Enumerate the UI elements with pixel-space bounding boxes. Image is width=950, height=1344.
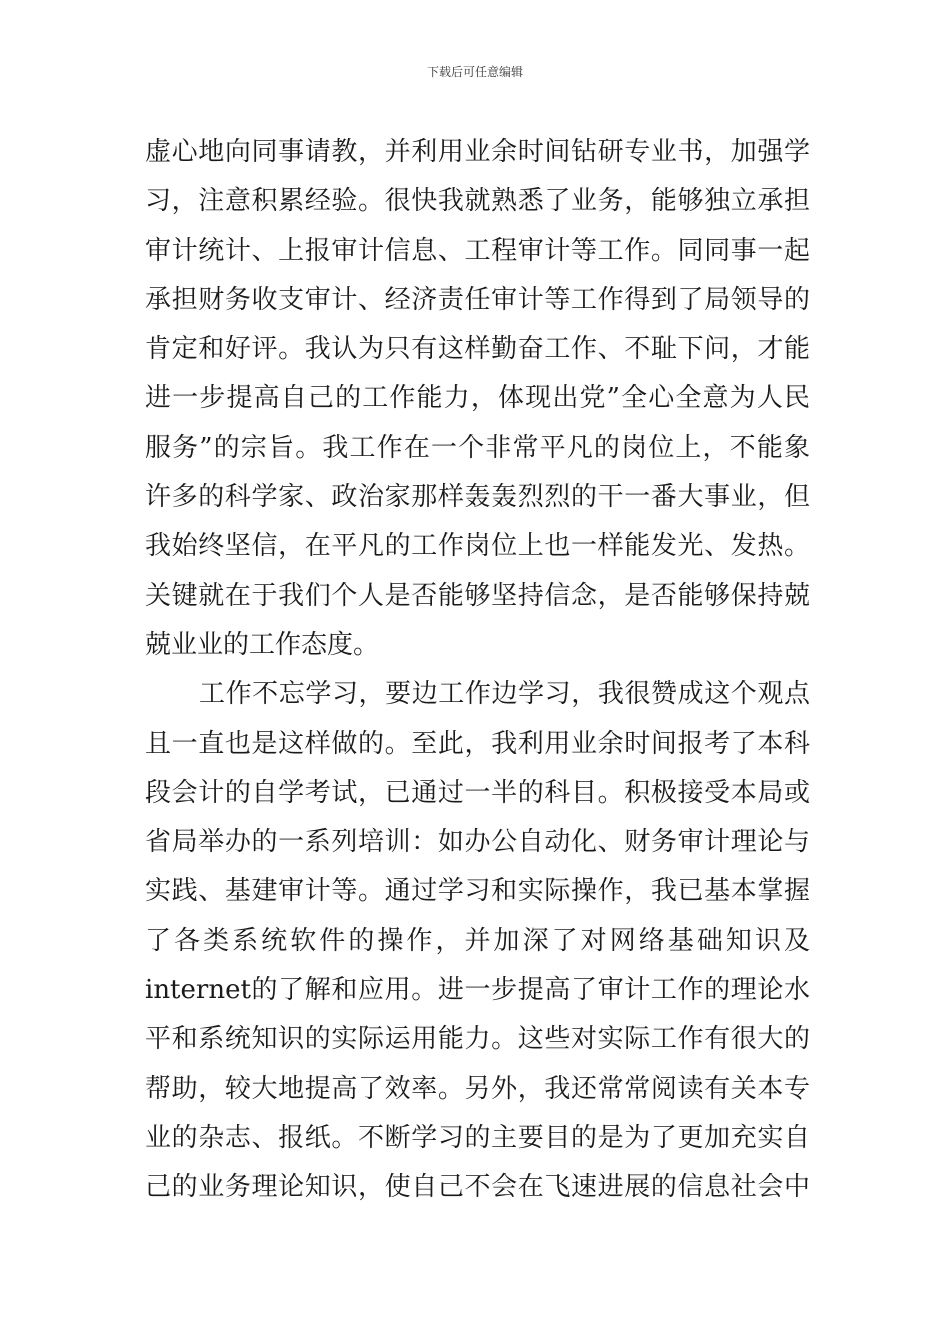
body-line: 实践、基建审计等。通过学习和实际操作，我已基本掌握 [145, 876, 810, 907]
body-line: 承担财务收支审计、经济责任审计等工作得到了局领导的 [145, 284, 810, 315]
body-line: 审计统计、上报审计信息、工程审计等工作。同同事一起 [145, 235, 810, 266]
body-line: 段会计的自学考试，已通过一半的科目。积极接受本局或 [145, 777, 810, 808]
body-line: 服务”的宗旨。我工作在一个非常平凡的岗位上，不能象 [145, 432, 810, 463]
body-line: 肯定和好评。我认为只有这样勤奋工作、不耻下问，才能 [145, 334, 810, 365]
paragraph-first-line: 工作不忘学习，要边工作边学习，我很赞成这个观点 [199, 679, 810, 710]
document-body [145, 128, 810, 1213]
body-line: 习，注意积累经验。很快我就熟悉了业务，能够独立承担 [145, 186, 810, 217]
page-header: 下载后可任意编辑 [426, 65, 523, 79]
body-line: 进一步提高自己的工作能力，体现出党”全心全意为人民 [145, 383, 810, 414]
body-line: 关键就在于我们个人是否能够坚持信念，是否能够保持兢 [145, 580, 810, 611]
body-line: 许多的科学家、政治家那样轰轰烈烈的干一番大事业，但 [145, 482, 810, 513]
body-line: 业的杂志、报纸。不断学习的主要目的是为了更加充实自 [145, 1122, 810, 1153]
body-line: 兢业业的工作态度。 [145, 629, 380, 660]
body-line: 省局举办的一系列培训：如办公自动化、财务审计理论与 [145, 827, 810, 858]
body-line: 己的业务理论知识，使自己不会在飞速进展的信息社会中 [145, 1172, 810, 1203]
body-line: 我始终坚信，在平凡的工作岗位上也一样能发光、发热。 [145, 531, 810, 562]
body-line: 虚心地向同事请教，并利用业余时间钻研专业书，加强学 [145, 137, 810, 167]
body-line: 且一直也是这样做的。至此，我利用业余时间报考了本科 [145, 728, 810, 759]
body-line: 帮助，较大地提高了效率。另外，我还常常阅读有关本专 [145, 1073, 810, 1104]
body-line: 平和系统知识的实际运用能力。这些对实际工作有很大的 [145, 1024, 810, 1055]
body-line: internet的了解和应用。进一步提高了审计工作的理论水 [145, 975, 810, 1006]
body-line: 了各类系统软件的操作，并加深了对网络基础知识及 [145, 925, 810, 956]
